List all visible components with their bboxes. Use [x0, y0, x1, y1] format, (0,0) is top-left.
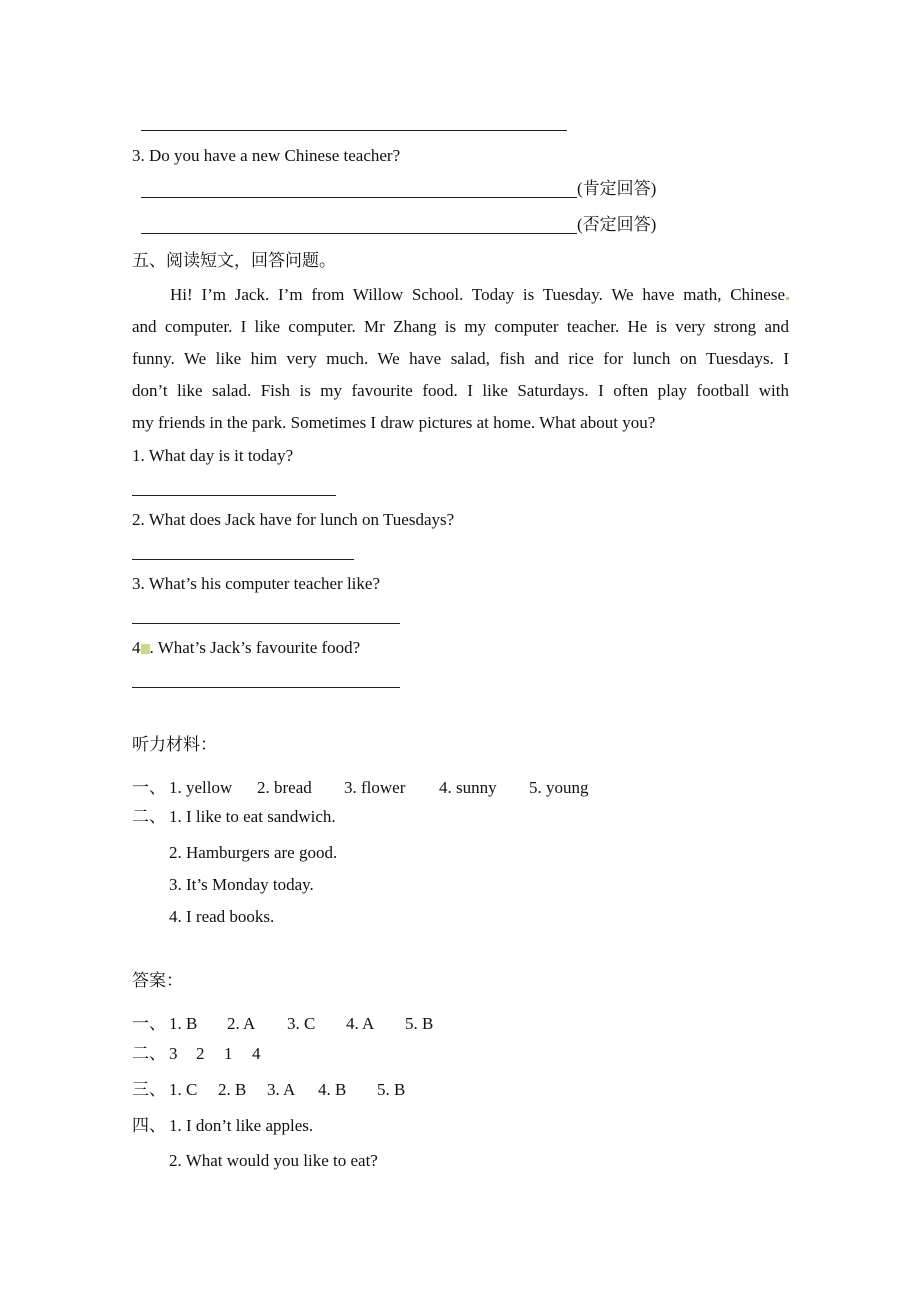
passage-line: Hi! I’m Jack. I’m from Willow School. Today is Tuesday. We have math, Chinese [132, 279, 789, 311]
answer-line [141, 197, 577, 198]
answers-part4-label: 四、 [132, 1116, 166, 1135]
answer-item: 3 [169, 1044, 178, 1063]
answer-item: 2. What would you like to eat? [169, 1151, 378, 1170]
answer-item: 4. A [346, 1014, 375, 1033]
answer-line [132, 623, 400, 624]
passage-line: my friends in the park. Sometimes I draw pictures at home. What about you? [132, 413, 656, 432]
answers-heading: 答案： [132, 971, 183, 990]
listening-heading: 听力材料： [132, 735, 217, 754]
question-text: 2. What does Jack have for lunch on Tuesdays? [132, 510, 455, 529]
answers-part3-label: 三、 [132, 1080, 166, 1099]
answer-item: 5. B [405, 1014, 434, 1033]
passage-line: don’t like salad. Fish is my favourite food. I like Saturdays. I often play football with [132, 381, 789, 400]
listening-sentence: 1. I like to eat sandwich. [169, 807, 336, 826]
highlight-mark [786, 297, 789, 300]
answer-item: 2. B [218, 1080, 247, 1099]
reading-passage [132, 279, 789, 439]
listening-word: 4. sunny [439, 778, 497, 797]
answer-item: 3. A [267, 1080, 296, 1099]
listening-part2-label: 二、 [132, 807, 166, 826]
answer-item: 5. B [377, 1080, 406, 1099]
listening-word: 3. flower [344, 778, 406, 797]
passage-line: and computer. I like computer. Mr Zhang is my computer teacher. He is very strong and [132, 317, 789, 336]
answer-line [132, 559, 354, 560]
negative-hint: (否定回答) [577, 215, 657, 234]
answer-item: 1. I don’t like apples. [169, 1116, 314, 1135]
answer-line [132, 687, 400, 688]
passage-line: funny. We like him very much. We have salad, fish and rice for lunch on Tuesdays. I [132, 349, 789, 368]
question-text: 3. What’s his computer teacher like? [132, 574, 380, 593]
listening-sentence: 4. I read books. [169, 907, 275, 926]
listening-word: 5. young [529, 778, 589, 797]
answer-line [132, 495, 336, 496]
answer-item: 1. C [169, 1080, 198, 1099]
listening-word: 2. bread [257, 778, 312, 797]
question-text: 3. Do you have a new Chinese teacher? [132, 146, 401, 165]
answer-line [141, 233, 577, 234]
affirmative-hint: (肯定回答) [577, 179, 657, 198]
answer-line [141, 130, 567, 131]
answer-item: 4. B [318, 1080, 347, 1099]
answer-item: 2. A [227, 1014, 256, 1033]
listening-word: 1. yellow [169, 778, 233, 797]
listening-sentence: 3. It’s Monday today. [169, 875, 314, 894]
answer-item: 2 [196, 1044, 205, 1063]
answer-item: 3. C [287, 1014, 316, 1033]
answer-item: 1. B [169, 1014, 198, 1033]
listening-sentence: 2. Hamburgers are good. [169, 843, 338, 862]
highlight-mark [141, 644, 150, 654]
section-heading: 五、阅读短文，回答问题。 [132, 251, 336, 270]
answer-item: 4 [252, 1044, 261, 1063]
answers-part1-label: 一、 [132, 1014, 166, 1033]
answers-part2-label: 二、 [132, 1044, 166, 1063]
question-text: 4 . What’s Jack’s favourite food? [132, 638, 361, 657]
question-text: 1. What day is it today? [132, 446, 294, 465]
answer-item: 1 [224, 1044, 233, 1063]
listening-part1-label: 一、 [132, 778, 166, 797]
